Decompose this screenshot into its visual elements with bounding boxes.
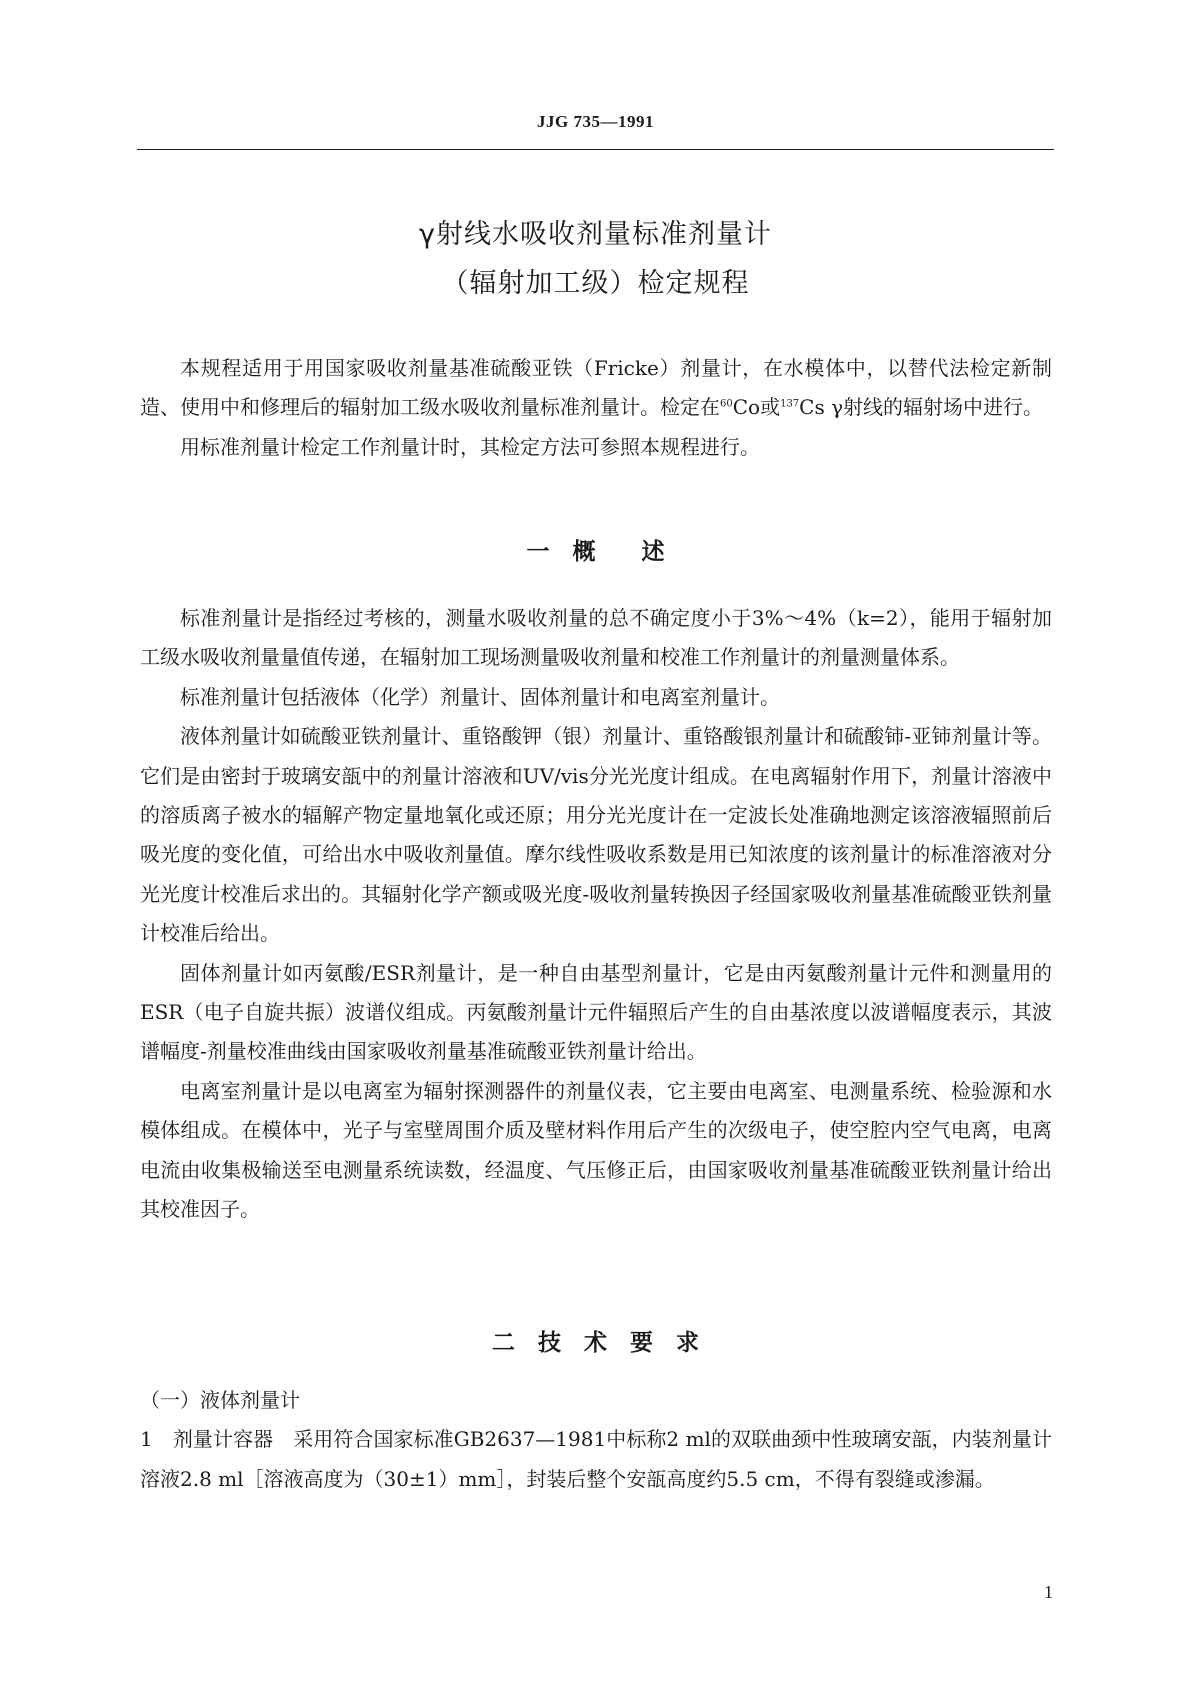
overview-paragraph: 电离室剂量计是以电离室为辐射探测器件的剂量仪表，它主要由电离室、电测量系统、检验源和水模体组成。在模体中，光子与室壁周围介质及壁材料作用后产生的次级电子，使空腔内空气电离，电离电流由收集极输送至电测量系统读数，经温度、气压修正后，由国家吸收剂量基准硫酸亚铁剂量计给出其校准因子。 xyxy=(140,1078,1052,1222)
overview-paragraph: 液体剂量计如硫酸亚铁剂量计、重铬酸钾（银）剂量计、重铬酸银剂量计和硫酸铈-亚铈剂量计等。它们是由密封于玻璃安瓿中的剂量计溶液和UV/vis分光光度计组成。在电离辐射作用下，剂量计溶液中的溶质离子被水的辐解产物定量地氧化或还原；用分光光度计在一定波长处准确地测定该溶液辐照前后吸光度的变化值，可给出水中吸收剂量值。摩尔线性吸收系数是用已知浓度的该剂量计的标准溶液对分光光度计校准后求出的。其辐射化学产额或吸光度-吸收剂量转换因子经国家吸收剂量基准硫酸亚铁剂量计校准后给出。 xyxy=(140,724,1052,946)
requirement-item-1: 1 剂量计容器 采用符合国家标准GB2637—1981中标称2 ml的双联曲颈中性玻璃安瓿，内装剂量计溶液2.8 ml［溶液高度为（30±1）mm］，封装后整个安瓿高度约5.5 cm，不得有裂缝或渗漏。 xyxy=(140,1427,1052,1491)
header-divider xyxy=(137,149,1054,150)
overview-paragraph: 标准剂量计包括液体（化学）剂量计、固体剂量计和电离室剂量计。 xyxy=(180,684,780,709)
document-title-line1: γ射线水吸收剂量标准剂量计 xyxy=(419,219,772,250)
overview-paragraph: 固体剂量计如丙氨酸/ESR剂量计，是一种自由基型剂量计，它是由丙氨酸剂量计元件和测量用的ESR（电子自旋共振）波谱仪组成。丙氨酸剂量计元件辐照后产生的自由基浓度以波谱幅度表示，其波谱幅度-剂量校准曲线由国家吸收剂量基准硫酸亚铁剂量计给出。 xyxy=(140,960,1052,1064)
standard-code-header: JJG 735—1991 xyxy=(537,112,654,131)
section-heading-overview: 一 概 述 xyxy=(526,539,665,565)
page-number: 1 xyxy=(1044,1582,1053,1602)
isotope-mass-60: 60 xyxy=(720,398,733,410)
isotope-mass-137: 137 xyxy=(780,398,800,410)
intro-block xyxy=(140,349,1052,467)
intro-paragraph-2: 用标准剂量计检定工作剂量计时，其检定方法可参照本规程进行。 xyxy=(180,434,760,459)
document-title-line2: （辐射加工级）检定规程 xyxy=(441,268,750,299)
subheading-liquid-dosimeter: （一）液体剂量计 xyxy=(140,1388,300,1412)
intro-paragraph-1 xyxy=(140,349,1052,428)
section-heading-technical-requirements: 二 技 术 要 求 xyxy=(492,1330,699,1356)
overview-paragraph: 标准剂量计是指经过考核的，测量水吸收剂量的总不确定度小于3%～4%（k=2），能用于辐射加工级水吸收剂量量值传递，在辐射加工现场测量吸收剂量和校准工作剂量计的剂量测量体系。 xyxy=(140,606,1052,670)
requirements-block xyxy=(140,1381,1052,1499)
intro-text-a: 本规程适用于用国家吸收剂量基准硫酸亚铁（Fricke）剂量计，在水模体中，以替代法检定新制造、使用中和修理后的辐射加工级水吸收剂量标准剂量计。检定在 xyxy=(140,356,1052,420)
intro-text-b: Co或 xyxy=(732,395,781,420)
overview-block xyxy=(140,599,1052,1230)
intro-text-c: Cs γ射线的辐射场中进行。 xyxy=(799,395,1044,420)
